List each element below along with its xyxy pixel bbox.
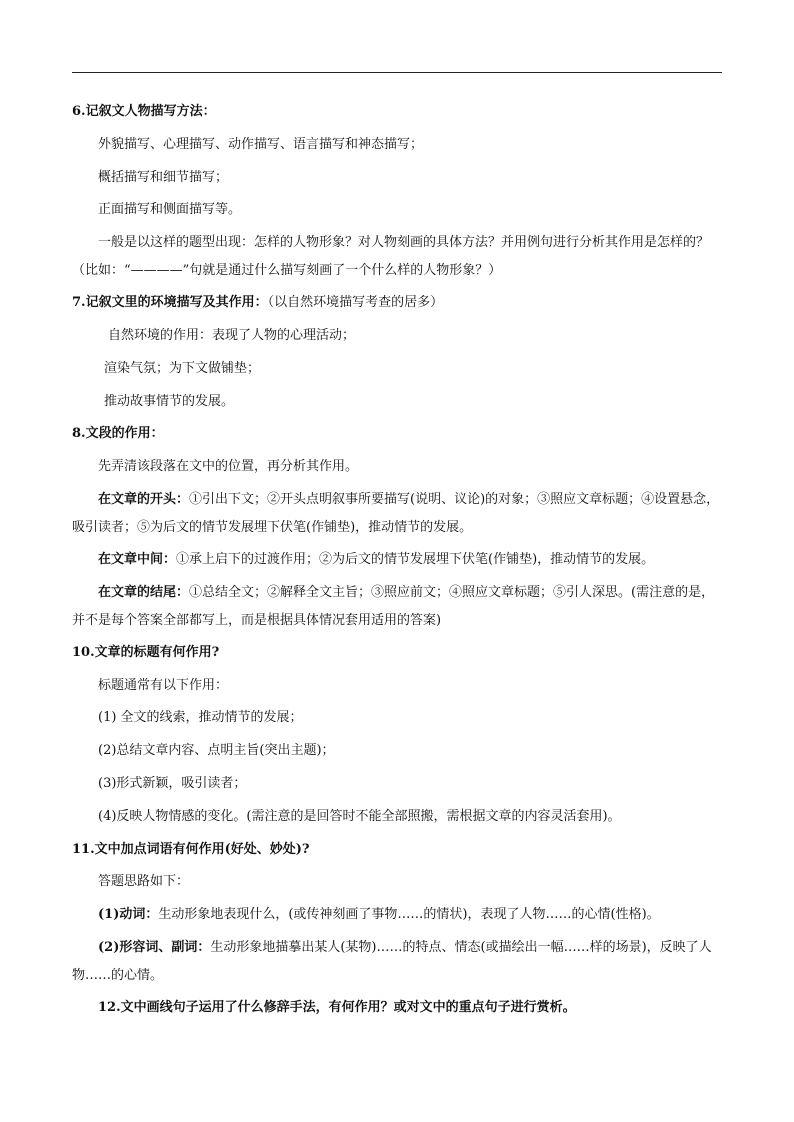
s6-item-3: 正面描写和侧面描写等。 bbox=[98, 202, 242, 218]
s8-start-label: 在文章的开头： bbox=[98, 491, 190, 507]
section-10-heading: 10.文章的标题有何作用? bbox=[72, 644, 220, 660]
section-7-heading: 7.记叙文里的环境描写及其作用： bbox=[72, 295, 268, 311]
s10-item-3: (3)形式新颖，吸引读者； bbox=[98, 775, 247, 791]
s7-item-3: 推动故事情节的发展。 bbox=[104, 393, 235, 409]
s6-item-2: 概括描写和细节描写； bbox=[98, 169, 229, 185]
section-12-heading: 12.文中画线句子运用了什么修辞手法，有何作用？或对文中的重点句子进行赏析。 bbox=[98, 999, 576, 1015]
s11-verb bbox=[72, 899, 722, 932]
s8-middle-text: ①承上启下的过渡作用；②为后文的情节发展埋下伏笔(作铺垫)，推动情节的发展。 bbox=[176, 551, 655, 567]
s7-item-1: 自然环境的作用：表现了人物的心理活动； bbox=[108, 327, 356, 343]
header-rule bbox=[72, 72, 722, 73]
section-8-heading: 8.文段的作用： bbox=[72, 426, 164, 442]
s11-intro: 答题思路如下： bbox=[98, 874, 190, 890]
s10-item-1: (1) 全文的线索，推动情节的发展； bbox=[98, 710, 303, 726]
s8-middle-label: 在文章中间： bbox=[98, 551, 177, 567]
s7-item-2: 渲染气氛；为下文做铺垫； bbox=[104, 360, 261, 376]
s11-adj-label: (2)形容词、副词： bbox=[98, 939, 211, 955]
s10-item-4: (4)反映人物情感的变化。(需注意的是回答时不能全部照搬，需根据文章的内容灵活套用)。 bbox=[98, 808, 621, 824]
s8-end-label: 在文章的结尾： bbox=[98, 584, 190, 600]
section-7-note: （以自然环境描写考查的居多） bbox=[267, 295, 444, 311]
s11-adj bbox=[72, 934, 722, 990]
section-7-heading-row bbox=[72, 287, 722, 320]
s11-verb-label: (1)动词： bbox=[98, 907, 159, 923]
s8-start-text: ①引出下文；②开头点明叙事所要描写(说明、议论)的对象；③照应文章标题；④设置悬念，吸引读者；⑤为后文的情节发展埋下伏笔(作铺垫)，推动情节的发展。 bbox=[72, 491, 720, 535]
s11-adj-text: 生动形象地描摹出某人(某物)……的特点、情态(或描绘出一幅……样的场景)，反映了人物……的心情。 bbox=[72, 939, 712, 983]
section-11-heading: 11.文中加点词语有何作用(好处、妙处)? bbox=[72, 841, 310, 857]
s6-paragraph-text: 一般是以这样的题型出现：怎样的人物形象？对人物刻画的具体方法？并用例句进行分析其作用是怎样的？（比如：“————”句就是通过什么描写刻画了一个什么样的人物形象？） bbox=[72, 235, 710, 279]
section-6-heading: 6.记叙文人物描写方法： bbox=[72, 104, 216, 119]
s10-item-2: (2)总结文章内容、点明主旨(突出主题)； bbox=[98, 743, 335, 759]
s8-start bbox=[72, 486, 722, 542]
document-body bbox=[72, 96, 722, 1025]
s8-middle bbox=[72, 544, 722, 577]
s11-verb-text: 生动形象地表现什么，(或传神刻画了事物……的情状)，表现了人物……的心情(性格)。 bbox=[158, 907, 660, 923]
s8-end-text: ①总结全文；②解释全文主旨；③照应前文；④照应文章标题；⑤引人深思。(需注意的是，并不是每个答案全部都写上，而是根据具体情况套用适用的答案) bbox=[72, 584, 715, 628]
s8-intro: 先弄清该段落在文中的位置，再分析其作用。 bbox=[98, 459, 359, 475]
s6-item-1: 外貌描写、心理描写、动作描写、语言描写和神态描写； bbox=[98, 136, 424, 152]
s8-end bbox=[72, 579, 722, 635]
s6-paragraph bbox=[72, 229, 722, 285]
s10-intro: 标题通常有以下作用： bbox=[98, 677, 229, 693]
